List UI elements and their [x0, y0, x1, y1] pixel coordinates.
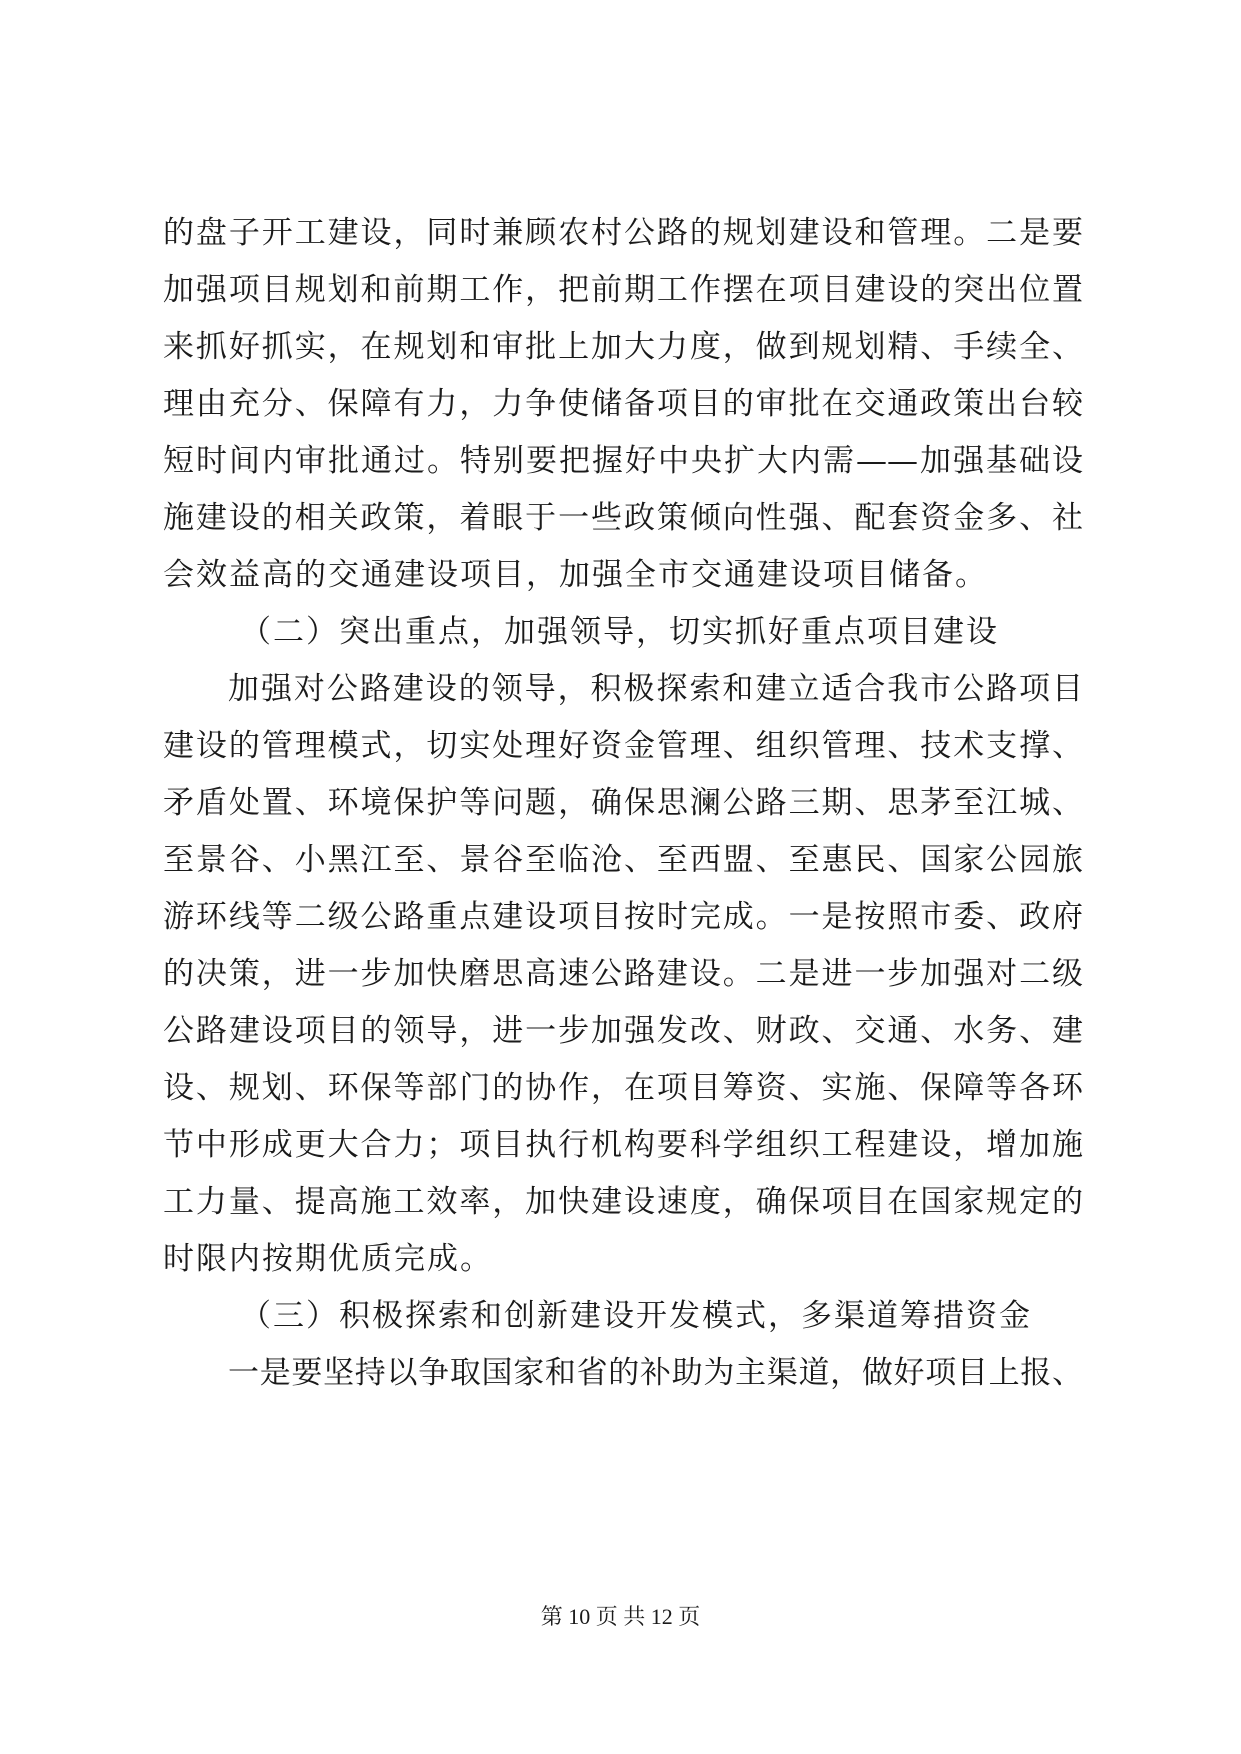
paragraph-line: 公路建设项目的领导，进一步加强发改、财政、交通、水务、建 — [163, 1013, 1083, 1049]
paragraph-line: 节中形成更大合力；项目执行机构要科学组织工程建设，增加施 — [163, 1127, 1083, 1163]
paragraph-line: 工力量、提高施工效率，加快建设速度，确保项目在国家规定的 — [163, 1184, 1083, 1220]
paragraph-line: 一是要坚持以争取国家和省的补助为主渠道，做好项目上报、 — [228, 1355, 1083, 1391]
paragraph-line: 加强对公路建设的领导，积极探索和建立适合我市公路项目 — [228, 671, 1083, 707]
paragraph-line: 的决策，进一步加快磨思高速公路建设。二是进一步加强对二级 — [163, 956, 1083, 992]
section-heading: （三）积极探索和创新建设开发模式，多渠道筹措资金 — [240, 1298, 1032, 1334]
section-heading: （二）突出重点，加强领导，切实抓好重点项目建设 — [240, 614, 999, 650]
paragraph-line: 施建设的相关政策，着眼于一些政策倾向性强、配套资金多、社 — [163, 500, 1083, 536]
paragraph-line: 矛盾处置、环境保护等问题，确保思澜公路三期、思茅至江城、 — [163, 785, 1083, 821]
paragraph-line: 设、规划、环保等部门的协作，在项目筹资、实施、保障等各环 — [163, 1070, 1083, 1106]
paragraph-line: 来抓好抓实，在规划和审批上加大力度，做到规划精、手续全、 — [163, 329, 1083, 365]
paragraph-line: 加强项目规划和前期工作，把前期工作摆在项目建设的突出位置 — [163, 272, 1083, 308]
paragraph-line: 游环线等二级公路重点建设项目按时完成。一是按照市委、政府 — [163, 899, 1083, 935]
paragraph-line: 建设的管理模式，切实处理好资金管理、组织管理、技术支撑、 — [163, 728, 1083, 764]
paragraph-line: 至景谷、小黑江至、景谷至临沧、至西盟、至惠民、国家公园旅 — [163, 842, 1083, 878]
paragraph-line: 理由充分、保障有力，力争使储备项目的审批在交通政策出台较 — [163, 386, 1083, 422]
paragraph-line: 短时间内审批通过。特别要把握好中央扩大内需——加强基础设 — [163, 443, 1083, 479]
paragraph-line: 的盘子开工建设，同时兼顾农村公路的规划建设和管理。二是要 — [163, 215, 1083, 251]
paragraph-line: 时限内按期优质完成。 — [163, 1241, 493, 1277]
page-number-footer: 第 10 页 共 12 页 — [540, 1604, 701, 1629]
paragraph-line: 会效益高的交通建设项目，加强全市交通建设项目储备。 — [163, 557, 988, 593]
